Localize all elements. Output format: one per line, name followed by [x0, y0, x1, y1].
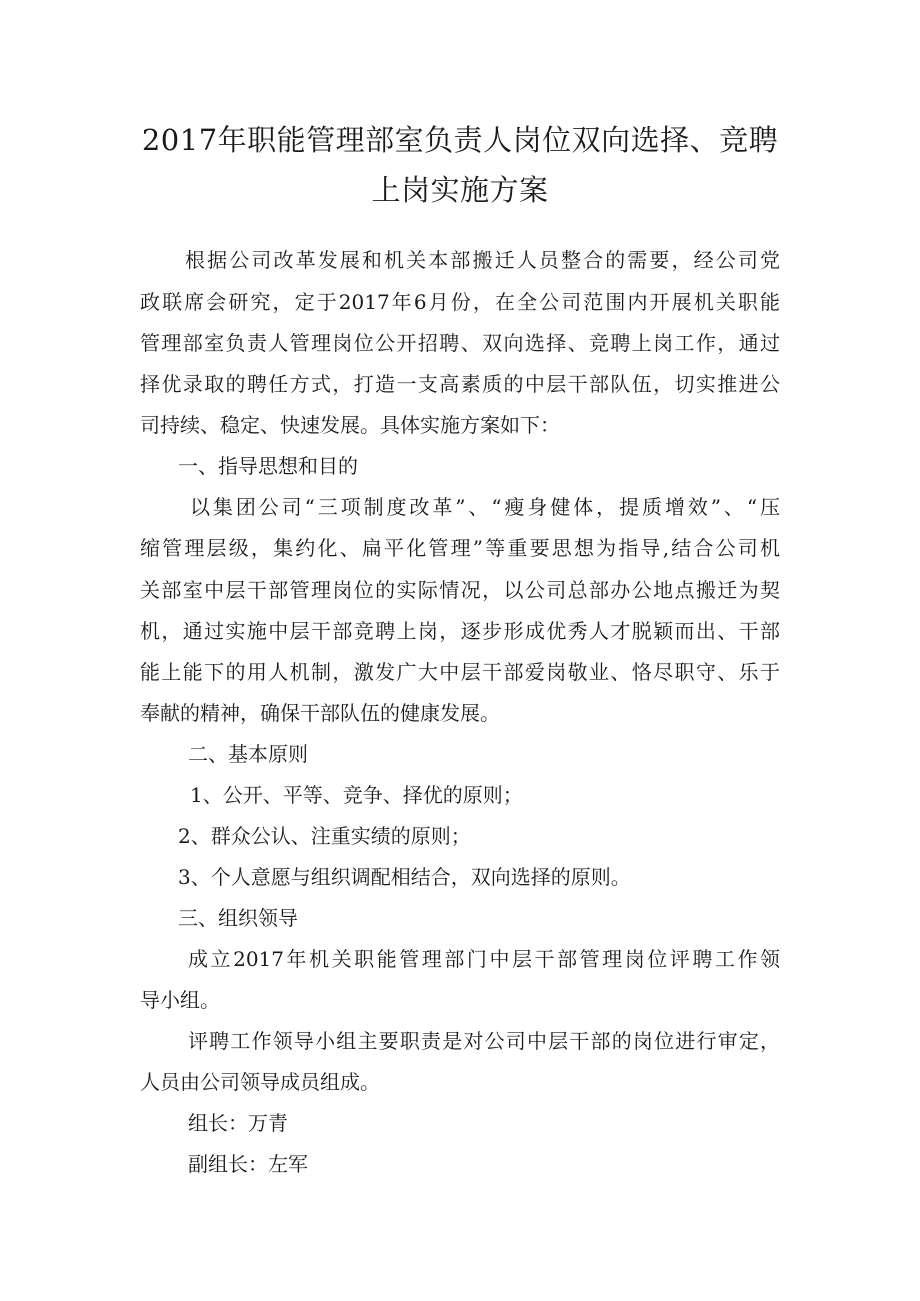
section3-para1-line: 导小组。 [140, 988, 220, 1012]
section1-body-line: 以集团公司“三项制度改革”、“瘦身健体，提质增效”、“压 [190, 495, 780, 519]
leader-line: 组长：万青 [188, 1111, 288, 1135]
section-heading-organization: 三、组织领导 [178, 906, 298, 930]
section3-para1-line: 成立2017年机关职能管理部门中层干部管理岗位评聘工作领 [188, 947, 780, 971]
principle-item: 2、群众公认、注重实绩的原则； [178, 824, 471, 848]
intro-line: 政联席会研究，定于2017年6月份，在全公司范围内开展机关职能 [140, 290, 780, 314]
principle-item: 1、公开、平等、竞争、择优的原则； [190, 783, 523, 807]
section1-body-line: 关部室中层干部管理岗位的实际情况，以公司总部办公地点搬迁为契 [140, 578, 780, 602]
section1-body-line: 奉献的精神，确保干部队伍的健康发展。 [140, 701, 500, 725]
section1-body-line: 能上能下的用人机制，激发广大中层干部爱岗敬业、恪尽职守、乐于 [140, 660, 780, 684]
document-title-line-1: 2017年职能管理部室负责人岗位双向选择、竞聘 [141, 123, 779, 157]
principle-item: 3、个人意愿与组织调配相结合，双向选择的原则。 [178, 865, 631, 889]
section1-body-line: 机，通过实施中层干部竞聘上岗，逐步形成优秀人才脱颖而出、干部 [140, 619, 780, 643]
intro-line: 司持续、稳定、快速发展。具体实施方案如下： [140, 413, 560, 437]
document-title-line-2: 上岗实施方案 [371, 173, 549, 207]
section3-para2-line: 评聘工作领导小组主要职责是对公司中层干部的岗位进行审定， [188, 1029, 780, 1053]
intro-line: 管理部室负责人管理岗位公开招聘、双向选择、竞聘上岗工作，通过 [140, 331, 780, 355]
deputy-leader-line: 副组长：左军 [188, 1152, 308, 1176]
intro-line: 择优录取的聘任方式，打造一支高素质的中层干部队伍，切实推进公 [140, 372, 780, 396]
section1-body-line: 缩管理层级，集约化、扁平化管理”等重要思想为指导,结合公司机 [140, 536, 780, 560]
intro-line: 根据公司改革发展和机关本部搬迁人员整合的需要，经公司党 [185, 248, 780, 272]
section3-para2-line: 人员由公司领导成员组成。 [140, 1070, 380, 1094]
section-heading-guiding-principles: 一、指导思想和目的 [178, 454, 358, 478]
section-heading-basic-principles: 二、基本原则 [188, 742, 308, 766]
